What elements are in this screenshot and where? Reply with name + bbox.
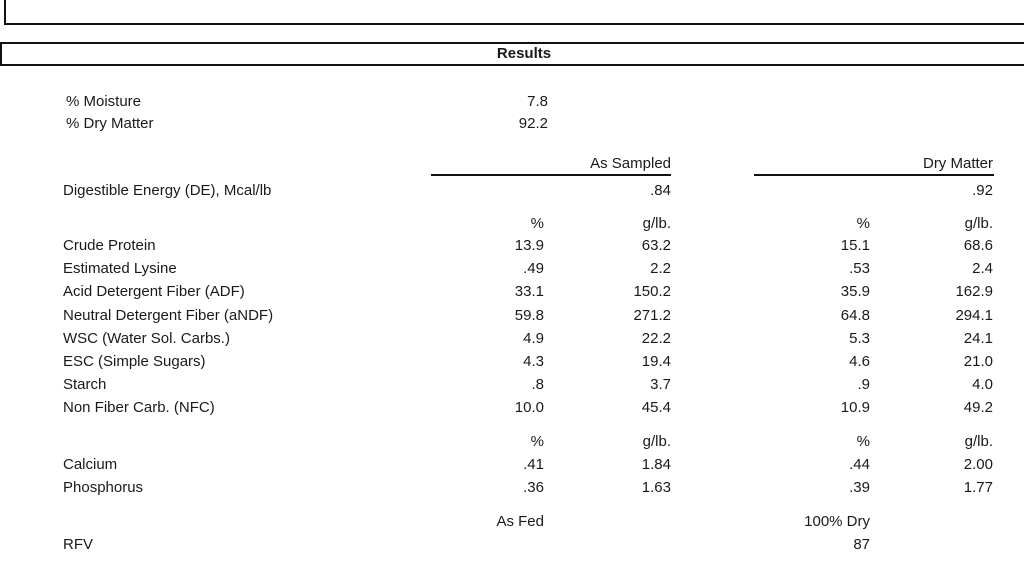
dry-matter-pct: .44	[849, 456, 870, 473]
dry-matter-pct: 15.1	[840, 237, 870, 254]
as-fed-header: As Fed	[496, 513, 544, 530]
dry-matter-gpl: 2.00	[963, 456, 993, 473]
row-label: Neutral Detergent Fiber (aNDF)	[63, 306, 274, 324]
row-label: WSC (Water Sol. Carbs.)	[63, 329, 230, 347]
dry-matter-gpl: 24.1	[963, 329, 993, 347]
rfv-value: 87	[853, 536, 870, 553]
as-sampled-pct: 10.0	[514, 399, 544, 417]
dry-matter-gpl: 4.0	[972, 376, 993, 394]
as-sampled-pct: 33.1	[514, 283, 544, 301]
dry-matter-pct: 5.3	[849, 329, 870, 347]
as-sampled-pct: .49	[523, 260, 544, 278]
results-title: Results	[496, 45, 552, 62]
as-sampled-pct: 59.8	[514, 306, 544, 324]
as-sampled-gpl: 1.84	[641, 456, 671, 473]
as-sampled-header: As Sampled	[590, 155, 671, 172]
as-pct-header: %	[530, 215, 544, 232]
dry-matter-gpl: 294.1	[955, 306, 993, 324]
as-sampled-pct: 4.3	[523, 353, 544, 370]
rfv-label: RFV	[63, 536, 93, 553]
dry-matter-pct: 10.9	[840, 399, 870, 417]
as-sampled-pct: .8	[531, 376, 544, 394]
as-sampled-rule	[431, 174, 671, 176]
as-sampled-gpl: 22.2	[641, 329, 671, 347]
as-sampled-gpl: 45.4	[641, 399, 671, 417]
dry-matter-gpl: 1.77	[963, 479, 993, 497]
dry-matter-gpl: 162.9	[955, 283, 993, 301]
dry-matter-pct: 4.6	[849, 353, 870, 370]
dry-matter-gpl: 2.4	[972, 260, 993, 278]
energy-as-sampled: .84	[650, 182, 671, 199]
row-label: Acid Detergent Fiber (ADF)	[63, 283, 245, 301]
dry-matter-gpl: 49.2	[963, 399, 993, 417]
dm-pct-header: %	[856, 215, 870, 232]
dry-matter-rule	[754, 174, 994, 176]
moisture-value: 7.8	[527, 93, 548, 110]
dry-matter-gpl: 68.6	[963, 237, 993, 254]
as-sampled-pct: .41	[523, 456, 544, 473]
as-sampled-gpl: 271.2	[633, 306, 671, 324]
row-label: Crude Protein	[63, 237, 156, 254]
as-sampled-gpl: 19.4	[641, 353, 671, 370]
dm-gpl-header: g/lb.	[964, 215, 993, 232]
energy-dry-matter: .92	[972, 182, 993, 199]
row-label: Estimated Lysine	[63, 260, 177, 278]
mineral-as-pct-header: %	[530, 433, 544, 450]
moisture-label: % Moisture	[66, 93, 142, 110]
dry-matter-pct: 64.8	[840, 306, 870, 324]
dry-matter-label: % Dry Matter	[66, 115, 154, 132]
mineral-dm-pct-header: %	[856, 433, 870, 450]
as-sampled-gpl: 1.63	[641, 479, 671, 497]
as-gpl-header: g/lb.	[642, 215, 671, 232]
mineral-dm-gpl-header: g/lb.	[964, 433, 993, 450]
dry-matter-header: Dry Matter	[922, 155, 993, 172]
row-label: Non Fiber Carb. (NFC)	[63, 399, 215, 417]
dry-matter-pct: 35.9	[840, 283, 870, 301]
energy-label: Digestible Energy (DE), Mcal/lb	[63, 182, 272, 199]
row-label: Calcium	[63, 456, 118, 473]
as-sampled-pct: 4.9	[523, 329, 544, 347]
dry-matter-value: 92.2	[518, 115, 548, 132]
row-label: ESC (Simple Sugars)	[63, 353, 206, 370]
dry-matter-pct: .53	[849, 260, 870, 278]
row-label: Phosphorus	[63, 479, 144, 497]
dry-matter-pct: .9	[857, 376, 870, 394]
as-sampled-pct: .36	[523, 479, 544, 497]
dry-matter-gpl: 21.0	[963, 353, 993, 370]
as-sampled-gpl: 2.2	[650, 260, 671, 278]
as-sampled-gpl: 150.2	[633, 283, 671, 301]
header-box	[4, 0, 1024, 25]
as-sampled-gpl: 63.2	[641, 237, 671, 254]
row-label: Starch	[63, 376, 107, 394]
as-sampled-gpl: 3.7	[650, 376, 671, 394]
mineral-as-gpl-header: g/lb.	[642, 433, 671, 450]
as-sampled-pct: 13.9	[514, 237, 544, 254]
dry-100-header: 100% Dry	[804, 513, 870, 530]
dry-matter-pct: .39	[849, 479, 870, 497]
